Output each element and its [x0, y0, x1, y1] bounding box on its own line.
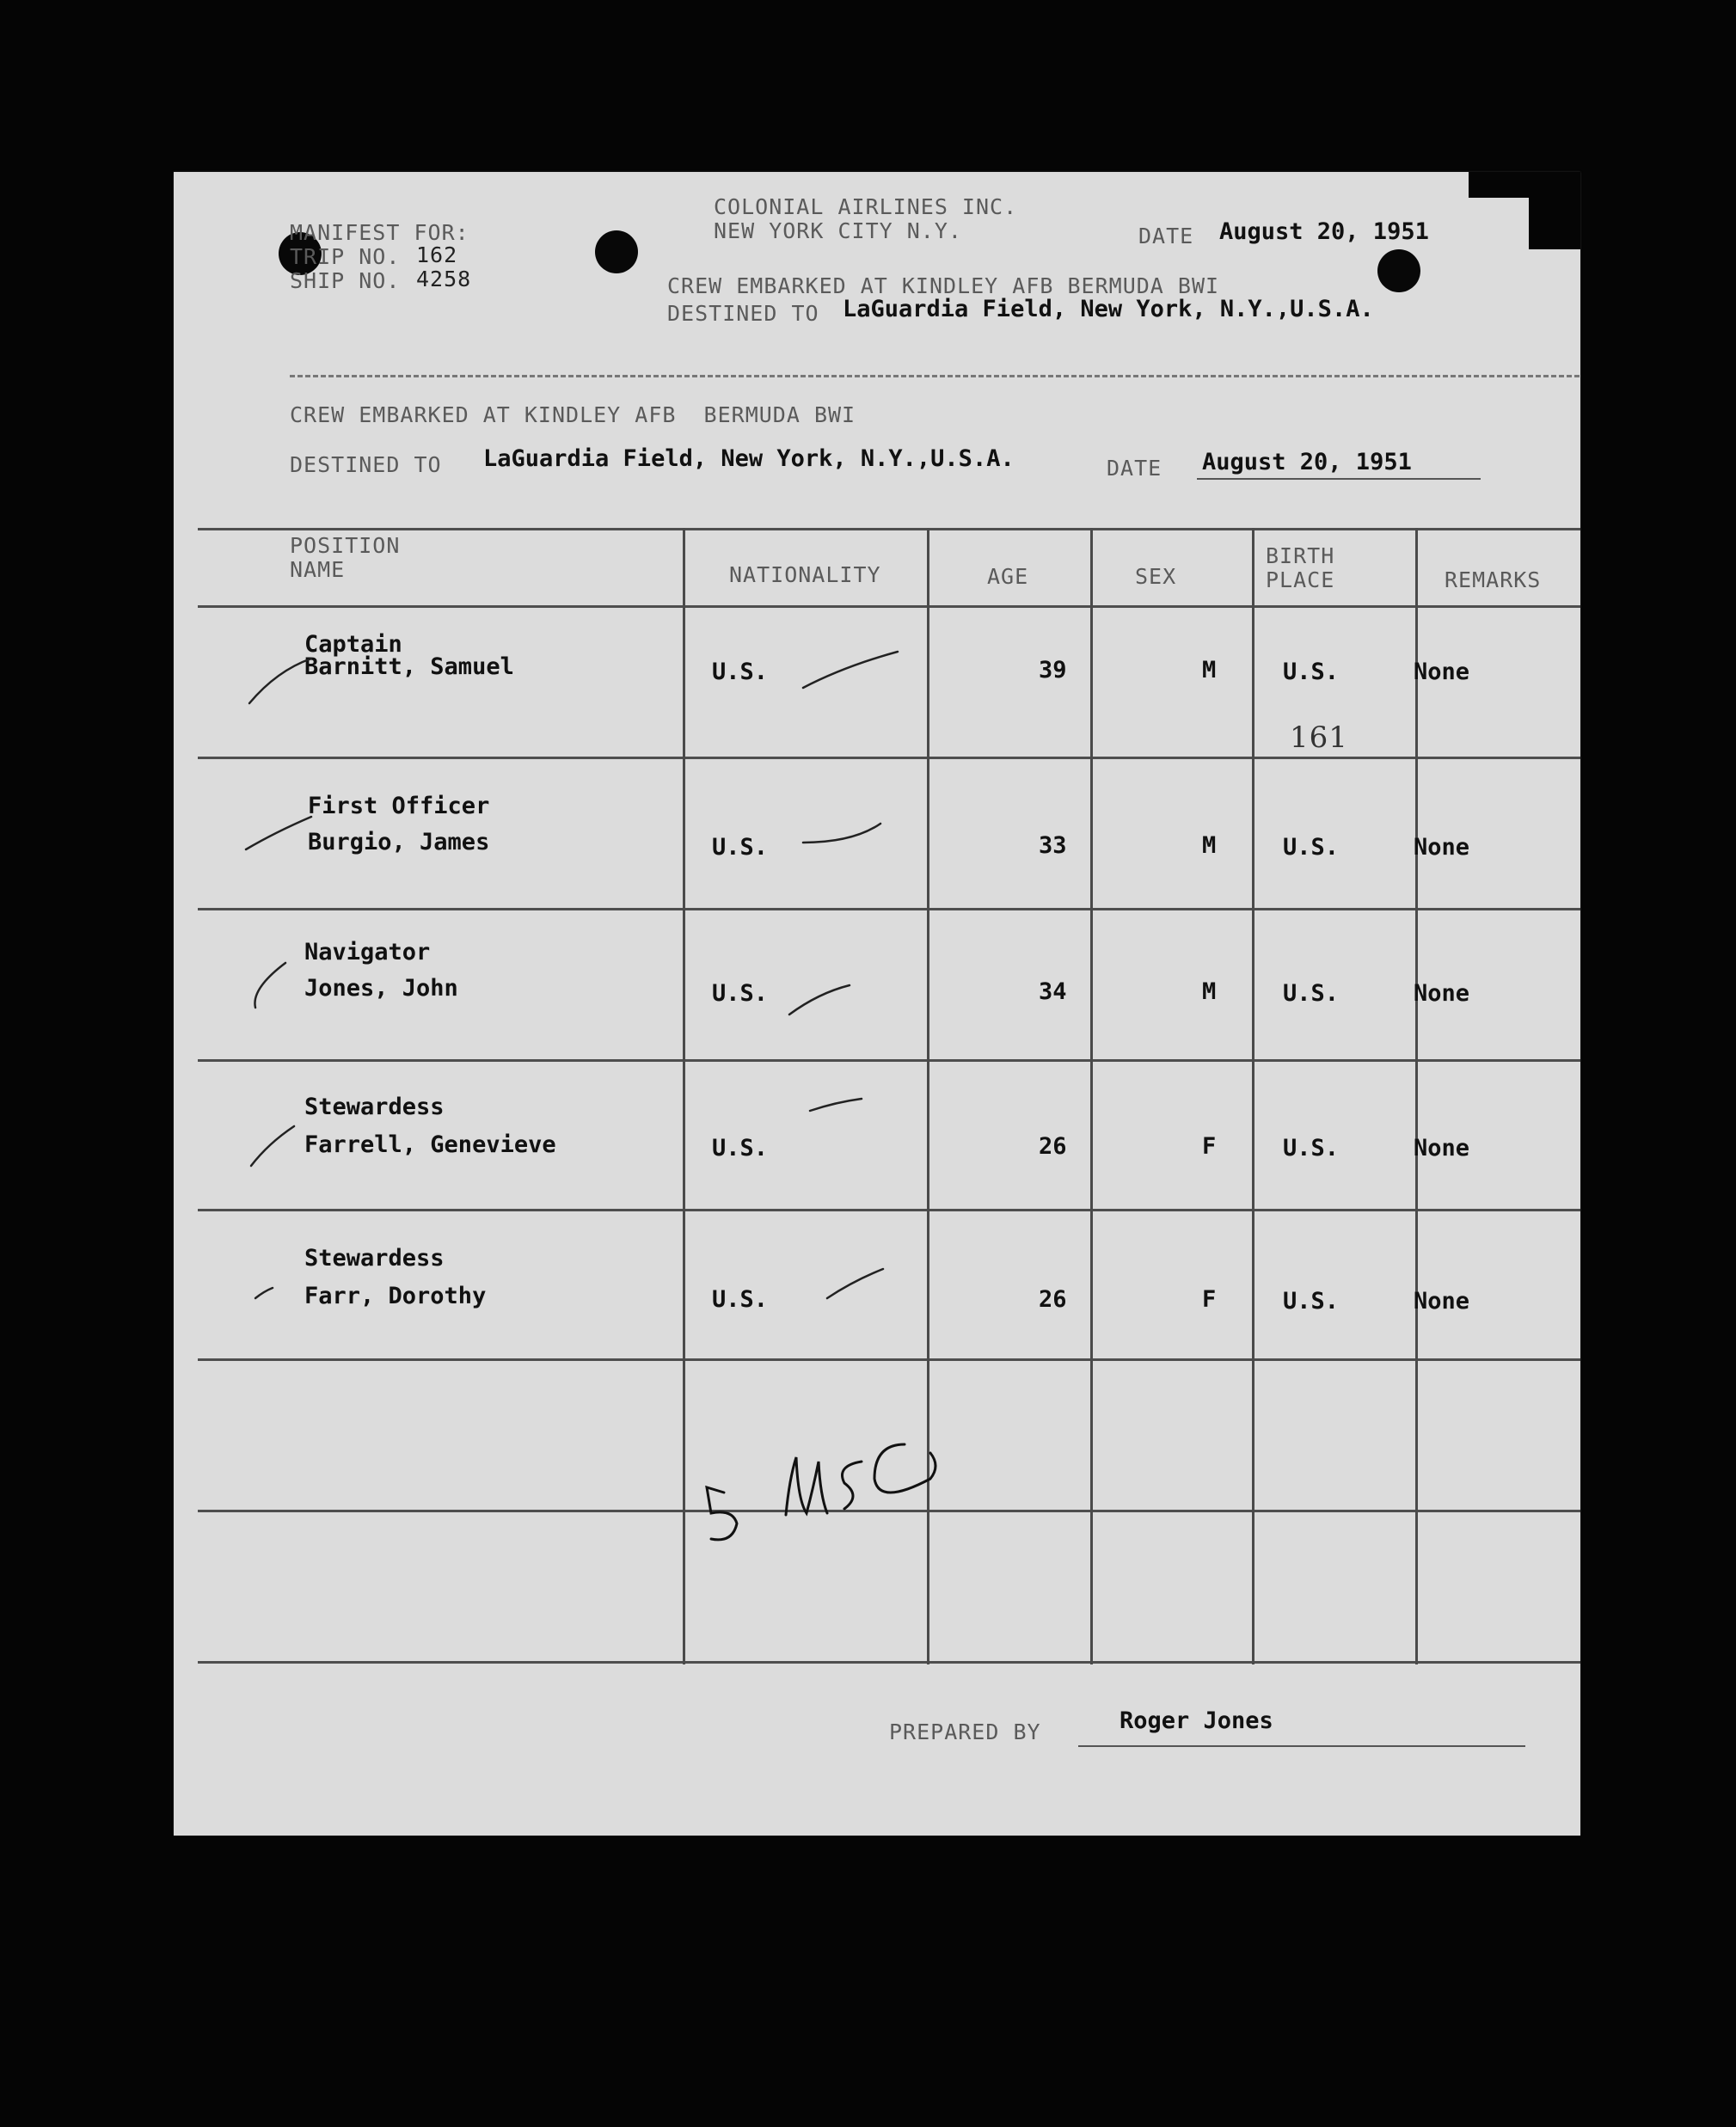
- check-mark-row-3-nat: [789, 985, 850, 1014]
- row-2-nationality: U.S.: [712, 834, 769, 861]
- col-header-sex: SEX: [1135, 564, 1177, 589]
- row-2-birth-place: U.S.: [1283, 834, 1340, 861]
- row-4-remarks: None: [1414, 1135, 1470, 1162]
- row-1-name: Barnitt, Samuel: [304, 653, 514, 680]
- handwritten-m: [786, 1457, 827, 1515]
- row-1-remarks: None: [1414, 659, 1470, 685]
- row-5-name: Farr, Dorothy: [304, 1283, 487, 1309]
- header-destined-value: LaGuardia Field, New York, N.Y.,U.S.A.: [843, 296, 1374, 322]
- manifest-for-label: MANIFEST FOR:: [290, 220, 469, 245]
- check-mark-row-3-name: [255, 963, 285, 1008]
- header-date-value: August 20, 1951: [1219, 218, 1429, 245]
- prepared-by-underline: [1078, 1745, 1525, 1747]
- col-header-place: PLACE: [1266, 567, 1335, 592]
- company-city: NEW YORK CITY N.Y.: [714, 218, 962, 243]
- row-1-sex: M: [1202, 657, 1217, 683]
- col-header-birth: BIRTH: [1266, 543, 1335, 568]
- row-5-birth-place: U.S.: [1283, 1288, 1340, 1315]
- row-3-sex: M: [1202, 978, 1217, 1005]
- row-4-position: Stewardess: [304, 1094, 445, 1120]
- ship-no-value: 4258: [416, 267, 472, 291]
- embarked-line: CREW EMBARKED AT KINDLEY AFB BERMUDA BWI: [290, 402, 856, 427]
- prepared-by-label: PREPARED BY: [889, 1719, 1041, 1744]
- row-3-birth-place: U.S.: [1283, 980, 1340, 1007]
- check-mark-row-1-nat: [803, 652, 898, 688]
- prepared-by-value: Roger Jones: [1120, 1707, 1273, 1734]
- row-5-remarks: None: [1414, 1288, 1470, 1315]
- row-3-name: Jones, John: [304, 975, 458, 1002]
- row-4-birth-place: U.S.: [1283, 1135, 1340, 1162]
- row-2-age: 33: [1039, 832, 1067, 859]
- row-1-age: 39: [1039, 657, 1067, 683]
- handwritten-sc: [843, 1444, 936, 1509]
- check-mark-row-2-nat: [803, 824, 880, 843]
- col-header-name: NAME: [290, 557, 346, 582]
- row-5-age: 26: [1039, 1286, 1067, 1313]
- col-header-age: AGE: [987, 564, 1029, 589]
- row-1-position: Captain: [304, 631, 402, 658]
- col-header-remarks: REMARKS: [1445, 567, 1542, 592]
- row-2-remarks: None: [1414, 834, 1470, 861]
- trip-no-value: 162: [416, 242, 458, 267]
- col-header-nationality: NATIONALITY: [729, 562, 881, 587]
- header-date-label: DATE: [1138, 224, 1194, 248]
- row-3-age: 34: [1039, 978, 1067, 1005]
- col-header-position: POSITION: [290, 533, 401, 558]
- row-4-nationality: U.S.: [712, 1135, 769, 1162]
- check-mark-row-2-name: [246, 817, 311, 849]
- row-4-name: Farrell, Genevieve: [304, 1131, 556, 1158]
- check-mark-row-5-name: [255, 1288, 273, 1298]
- row-1-birth-place: U.S.: [1283, 659, 1340, 685]
- row-5-position: Stewardess: [304, 1245, 445, 1272]
- ship-no-label: SHIP NO.: [290, 268, 401, 293]
- row-3-remarks: None: [1414, 980, 1470, 1007]
- date-label: DATE: [1107, 456, 1162, 481]
- trip-no-label: TRIP NO.: [290, 244, 401, 269]
- manifest-document: [174, 172, 1580, 1836]
- row-2-name: Burgio, James: [308, 829, 490, 855]
- company-name: COLONIAL AIRLINES INC.: [714, 194, 1018, 219]
- row-3-position: Navigator: [304, 939, 431, 965]
- row-5-sex: F: [1202, 1286, 1217, 1313]
- header-destined-label: DESTINED TO: [667, 301, 819, 326]
- row-5-nationality: U.S.: [712, 1286, 769, 1313]
- row-4-age: 26: [1039, 1133, 1067, 1160]
- handwritten-5: [707, 1487, 737, 1540]
- check-mark-row-1-name: [249, 659, 311, 703]
- check-mark-row-4-nat: [810, 1099, 862, 1111]
- row-4-sex: F: [1202, 1133, 1217, 1160]
- row-3-nationality: U.S.: [712, 980, 769, 1007]
- row-2-position: First Officer: [308, 793, 490, 819]
- row-2-sex: M: [1202, 832, 1217, 859]
- row-1-nationality: U.S.: [712, 659, 769, 685]
- date-value: August 20, 1951: [1202, 449, 1412, 475]
- check-mark-row-5-nat: [827, 1269, 883, 1298]
- destined-value: LaGuardia Field, New York, N.Y.,U.S.A.: [483, 445, 1015, 472]
- handwritten-marks: [174, 172, 1580, 1836]
- destined-label: DESTINED TO: [290, 452, 442, 477]
- header-embarked: CREW EMBARKED AT KINDLEY AFB BERMUDA BWI: [667, 273, 1220, 298]
- check-mark-row-4-name: [251, 1126, 294, 1166]
- stamp-number: 161: [1290, 720, 1348, 755]
